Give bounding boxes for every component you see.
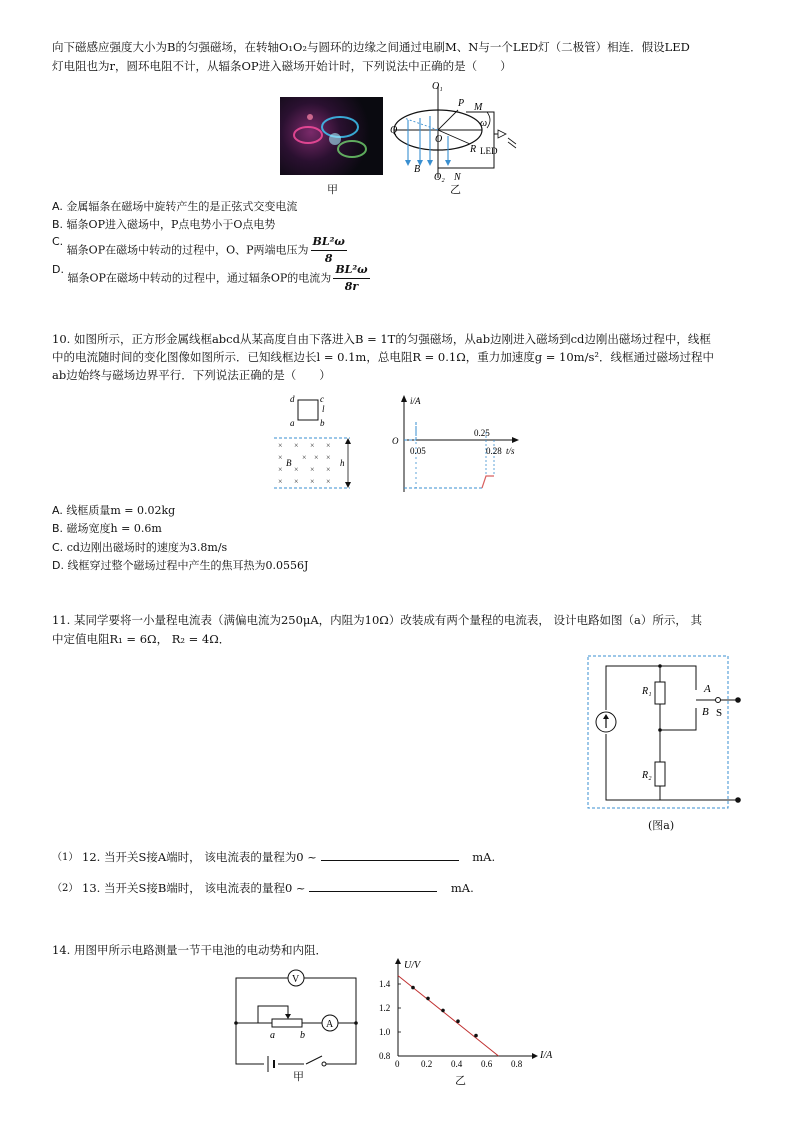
q9-fig-yi-label: 乙 bbox=[450, 183, 461, 196]
graph-ylabel: i/A bbox=[410, 396, 421, 406]
label-p: P bbox=[458, 98, 465, 109]
label-c: c bbox=[320, 394, 324, 404]
svg-text:×: × bbox=[302, 453, 307, 462]
q11-figure-caption: (图a) bbox=[648, 819, 675, 832]
label-n: N bbox=[454, 172, 461, 183]
svg-text:×: × bbox=[310, 441, 315, 450]
svg-text:×: × bbox=[294, 465, 299, 474]
svg-text:×: × bbox=[310, 477, 315, 486]
label-m: M bbox=[474, 102, 483, 113]
graph-tick-025: 0.25 bbox=[474, 428, 490, 438]
graph-tick-028: 0.28 bbox=[486, 446, 502, 456]
q9-stem-line1: 向下磁感应强度大小为B的匀强磁场，在转轴O₁O₂与圆环的边缘之间通过电刷M、N与一个LED灯（二极管）相连．假设LED bbox=[52, 40, 690, 54]
q14-fig-yi-label: 乙 bbox=[455, 1074, 466, 1087]
data-point bbox=[426, 997, 430, 1001]
graph-xlabel: t/s bbox=[506, 446, 515, 456]
y-tick-label: 1.2 bbox=[379, 1003, 391, 1013]
rheostat-label-a: a bbox=[270, 1030, 275, 1041]
svg-text:×: × bbox=[326, 465, 331, 474]
data-point bbox=[456, 1019, 460, 1023]
x-tick-label: 0.6 bbox=[481, 1059, 493, 1069]
x-axis-label: I/A bbox=[540, 1050, 553, 1061]
q10-stem-line2: 中的电流随时间的变化图像如图所示．已知线框边长l = 0.1m，总电阻R = 0.1Ω，重力加速度g = 10m/s²．线框通过磁场过程中 bbox=[52, 350, 714, 364]
label-r: R bbox=[470, 144, 477, 155]
q14-fig-jia-label: 甲 bbox=[293, 1070, 304, 1083]
q10-current-time-graph bbox=[390, 392, 530, 496]
y-tick-label: 0.8 bbox=[379, 1051, 391, 1061]
label-h: h bbox=[340, 458, 345, 468]
svg-text:×: × bbox=[326, 477, 331, 486]
data-point bbox=[441, 1009, 445, 1013]
q10-stem-line1: 10. 如图所示，正方形金属线框abcd从某高度自由下落进入B = 1T的匀强磁场，从ab边刚进入磁场到cd边刚出磁场过程中，线框 bbox=[52, 332, 711, 346]
q10-option-c[interactable]: C. cd边刚出磁场时的速度为3.8m/s bbox=[52, 541, 228, 554]
svg-text:×: × bbox=[314, 453, 319, 462]
label-l: l bbox=[322, 404, 325, 414]
q11-stem-line2: 中定值电阻R₁ = 6Ω， R₂ = 4Ω． bbox=[52, 632, 231, 646]
q11-sub2: （2） 13. 当开关S接B端时， 该电流表的量程0 ~ mA. bbox=[52, 881, 474, 895]
label-b: B bbox=[414, 164, 421, 175]
svg-text:×: × bbox=[310, 465, 315, 474]
svg-text:×: × bbox=[278, 477, 283, 486]
svg-text:×: × bbox=[294, 477, 299, 486]
label-omega: ω bbox=[480, 118, 488, 129]
ammeter-label: A bbox=[326, 1019, 334, 1030]
y-axis-arrow bbox=[395, 958, 401, 964]
svg-text:×: × bbox=[294, 441, 299, 450]
q9-option-b[interactable]: B. 辐条OP进入磁场中，P点电势小于O点电势 bbox=[52, 218, 276, 231]
q10-stem-line3: ab边始终与磁场边界平行．下列说法正确的是（ ） bbox=[52, 368, 331, 382]
voltmeter-label: V bbox=[292, 974, 300, 985]
q10-option-a[interactable]: A. 线框质量m = 0.02kg bbox=[52, 504, 176, 517]
q9-option-c[interactable]: C. 辐条OP在磁场中转动的过程中，O、P两端电压为 $\frac{\text{BL²ω}}{8}$ bbox=[52, 235, 345, 265]
svg-text:×: × bbox=[326, 441, 331, 450]
q14-stem: 14. 用图甲所示电路测量一节干电池的电动势和内阻． bbox=[52, 943, 327, 957]
label-q: Q bbox=[390, 125, 398, 136]
q11-stem-line1: 11. 某同学要将一小量程电流表（满偏电流为250μA，内阻为10Ω）改装成有两个量程的电流表， 设计电路如图（a）所示， 其 bbox=[52, 613, 703, 627]
label-a: a bbox=[290, 418, 295, 428]
answer-blank-2[interactable] bbox=[309, 891, 437, 892]
svg-text:×: × bbox=[278, 441, 283, 450]
label-d: d bbox=[290, 394, 295, 404]
q9-option-a[interactable]: A. 金属辐条在磁场中旋转产生的是正弦式交变电流 bbox=[52, 200, 298, 213]
q9-option-d[interactable]: D. 辐条OP在磁场中转动的过程中，通过辐条OP的电流为 $\frac{\text{BL²ω}}{8r}$ bbox=[52, 263, 368, 293]
q11-circuit-diagram bbox=[584, 652, 744, 812]
y-axis-label: U/V bbox=[404, 960, 421, 971]
x-tick-label: 0 bbox=[395, 1059, 400, 1069]
data-point bbox=[474, 1034, 478, 1038]
svg-text:×: × bbox=[278, 465, 283, 474]
data-point bbox=[411, 986, 415, 990]
label-r1: R₁ bbox=[642, 686, 652, 697]
graph-origin: O bbox=[392, 436, 399, 446]
photo-art bbox=[280, 97, 383, 175]
q9-stem-line2: 灯电阻也为r，圆环电阻不计，从辐条OP进入磁场开始计时，下列说法中正确的是（ ） bbox=[52, 59, 512, 73]
q10-option-d[interactable]: D. 线框穿过整个磁场过程中产生的焦耳热为0.0556J bbox=[52, 559, 309, 572]
q10-frame-field-diagram bbox=[268, 392, 360, 492]
y-tick-label: 1.0 bbox=[379, 1027, 391, 1037]
label-o: O bbox=[435, 134, 443, 145]
label-switch-b: B bbox=[702, 706, 709, 718]
graph-tick-005: 0.05 bbox=[410, 446, 426, 456]
q9-fig-jia-label: 甲 bbox=[327, 183, 338, 196]
label-r2: R₂ bbox=[642, 770, 652, 781]
q9-ring-diagram bbox=[390, 80, 530, 190]
answer-blank-1[interactable] bbox=[321, 860, 459, 861]
x-tick-label: 0.4 bbox=[451, 1059, 463, 1069]
led-wheel-photo bbox=[280, 97, 383, 175]
label-b-field: B bbox=[286, 458, 292, 468]
x-axis-arrow bbox=[532, 1053, 538, 1059]
y-tick-label: 1.4 bbox=[379, 979, 391, 989]
svg-text:×: × bbox=[326, 453, 331, 462]
q10-option-b[interactable]: B. 磁场宽度h = 0.6m bbox=[52, 522, 162, 535]
svg-text:×: × bbox=[278, 453, 283, 462]
label-o1: O₁ bbox=[432, 81, 443, 92]
rheostat-label-b: b bbox=[300, 1030, 305, 1041]
label-switch-s: S bbox=[716, 707, 723, 719]
label-switch-a: A bbox=[704, 683, 711, 695]
label-b-frame: b bbox=[320, 418, 325, 428]
q11-sub1: （1） 12. 当开关S接A端时， 该电流表的量程为0 ~ mA. bbox=[52, 850, 496, 864]
label-o2: O₂ bbox=[434, 172, 445, 183]
q14-ui-chart bbox=[376, 958, 576, 1076]
x-tick-label: 0.8 bbox=[511, 1059, 523, 1069]
x-tick-label: 0.2 bbox=[421, 1059, 433, 1069]
label-led: LED bbox=[480, 146, 498, 156]
